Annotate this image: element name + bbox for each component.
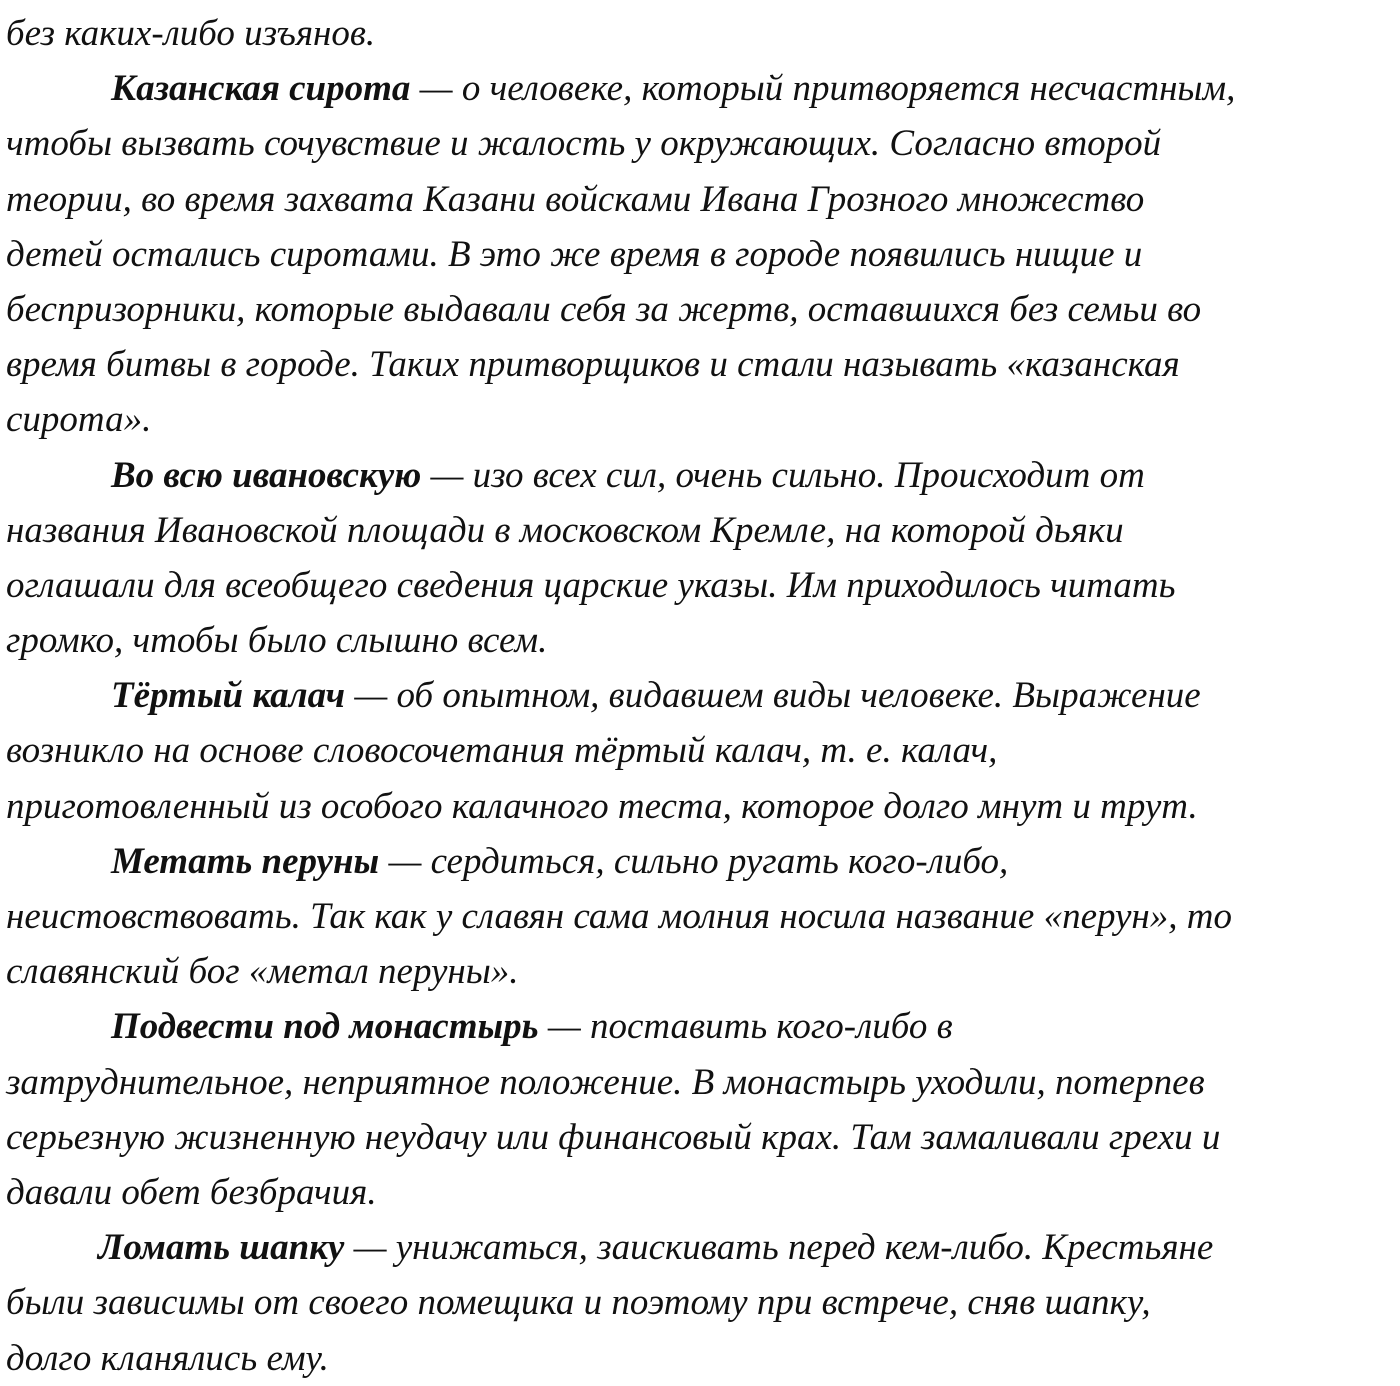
entry-line: названия Ивановской площади в московском Кремле, на которой дьяки: [6, 509, 1124, 551]
entry-line: оглашали для всеобщего сведения царские указы. Им приходилось читать: [6, 564, 1176, 606]
entry-tyortyy-kalach: [6, 668, 1398, 834]
entry-first-line: [6, 668, 1398, 723]
entry-definition: — изо всех сил, очень сильно. Происходит от: [421, 454, 1145, 496]
entry-line: долго кланялись ему.: [6, 1337, 329, 1379]
entry-line: затруднительное, неприятное положение. В монастырь уходили, потерпев: [6, 1061, 1205, 1103]
document-page: [6, 6, 1398, 1386]
entry-line: были зависимы от своего помещика и поэтому при встрече, сняв шапку,: [6, 1282, 1151, 1324]
entry-first-line: [6, 1220, 1398, 1275]
entry-term: Во всю ивановскую: [111, 454, 422, 496]
entry-line: возникло на основе словосочетания тёртый калач, т. е. калач,: [6, 730, 998, 772]
entry-line: время битвы в городе. Таких притворщиков и стали называть «казанская: [6, 344, 1180, 386]
entry-first-line: [6, 61, 1398, 116]
entry-first-line: [6, 834, 1398, 889]
entry-definition: — унижаться, заискивать перед кем-либо. Крестьяне: [344, 1227, 1214, 1269]
entry-line: чтобы вызвать сочувствие и жалость у окружающих. Согласно второй: [6, 123, 1162, 165]
entry-line: детей остались сиротами. В это же время в городе появились нищие и: [6, 233, 1143, 275]
entry-lomat-shapku: [6, 1220, 1398, 1386]
entry-first-line: [6, 448, 1398, 503]
entry-term: Тёртый калач: [111, 675, 346, 717]
entry-line: неистовствовать. Так как у славян сама молния носила название «перун», то: [6, 896, 1233, 937]
entry-line: сирота».: [6, 399, 152, 441]
entry-metat-peruny: [6, 834, 1398, 1000]
entry-definition: — о человеке, который притворяется несчастным,: [410, 68, 1236, 110]
entry-line: славянский бог «метал перуны».: [6, 951, 519, 993]
entry-line: громко, чтобы было слышно всем.: [6, 620, 548, 662]
entry-term: Подвести под монастырь: [111, 1006, 539, 1048]
entry-term: Казанская сирота: [111, 68, 411, 110]
entry-kazanskaya-sirota: [6, 61, 1398, 447]
entry-definition: — об опытном, видавшем виды человеке. Выражение: [345, 675, 1201, 717]
entry-line: приготовленный из особого калачного теста, которое долго мнут и трут.: [6, 785, 1198, 827]
entry-line: серьезную жизненную неудачу или финансовый крах. Там замаливали грехи и: [6, 1116, 1221, 1158]
entry-term: Ломать шапку: [98, 1227, 345, 1269]
entry-term: Метать перуны: [111, 840, 380, 882]
entry-definition: — сердиться, сильно ругать кого-либо,: [379, 840, 1009, 882]
opening-line: без каких-либо изъянов.: [6, 13, 376, 54]
entry-line: теории, во время захвата Казани войсками Ивана Грозного множество: [6, 178, 1145, 220]
entry-line: беспризорники, которые выдавали себя за жертв, оставшихся без семьи во: [6, 288, 1202, 330]
entry-podvesti-pod-monastyr: [6, 999, 1398, 1220]
entry-vo-vsyu-ivanovskuyu: [6, 448, 1398, 669]
entry-definition: — поставить кого-либо в: [538, 1006, 953, 1048]
entry-line: давали обет безбрачия.: [6, 1171, 377, 1213]
entry-first-line: [6, 999, 1398, 1054]
